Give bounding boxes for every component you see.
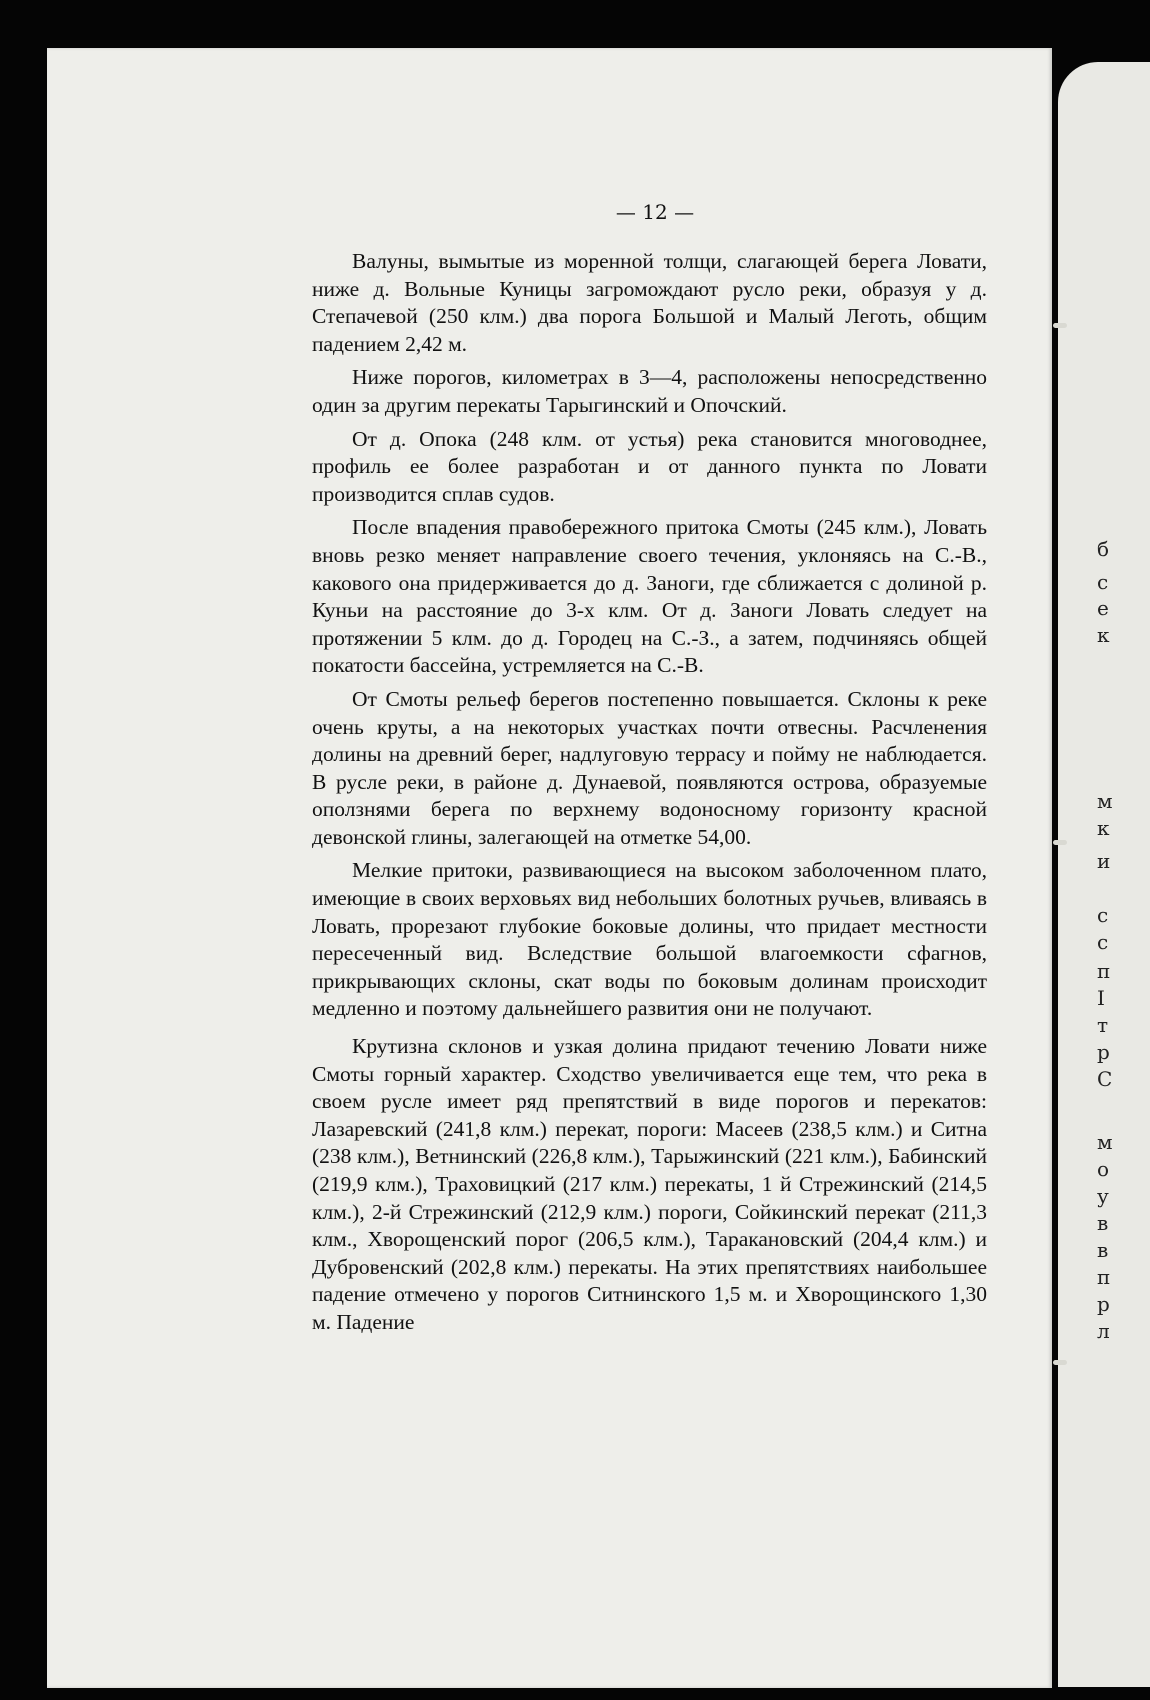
adjacent-page-letters (1097, 0, 1150, 1700)
paragraph: От д. Опока (248 клм. от устья) река становится многоводнее, профиль ее более разработан и от данного пункта по Ловати производится сплав судов. (312, 426, 987, 506)
adjacent-letter: б (1097, 537, 1110, 561)
body-text (312, 248, 987, 1343)
adjacent-letter: I (1097, 986, 1105, 1010)
adjacent-letter: л (1097, 1319, 1110, 1343)
adjacent-letter: п (1097, 959, 1111, 983)
adjacent-letter: р (1097, 1292, 1110, 1316)
adjacent-letter: с (1097, 930, 1109, 954)
adjacent-letter: в (1097, 1211, 1109, 1235)
binding-thread (1053, 1360, 1067, 1365)
adjacent-letter: к (1097, 623, 1110, 647)
paragraph: Крутизна склонов и узкая долина придают течению Ловати ниже Смоты горный характер. Сходство увеличивается еще тем, что река в своем русле имеет ряд препятствий в виде порогов и перекатов: Лазаревский (241,8 клм.) перекат, пороги: Масеев (238,5 клм.) и Ситна (238 клм.), Ветнинский (226,8 клм.), Тарыжинский (221 клм.), Бабинский (219,9 клм.), Траховицкий (217 клм.) перекаты, 1 й Стрежинский (214,5 клм.), 2-й Стрежинский (212,9 клм.) пороги, Сойкинский перекат (211,3 клм., Хворощенский порог (206,5 клм.), Таракановский (204,4 клм.) и Дубровенский (202,8 клм.) перекаты. На этих препятствиях наибольшее падение отмечено у порогов Ситнинского 1,5 м. и Хворощинского 1,30 м. Падение (312, 1034, 987, 1334)
adjacent-letter: р (1097, 1040, 1110, 1064)
paragraph: От Смоты рельеф берегов постепенно повышается. Склоны к реке очень круты, а на некоторых участках почти отвесны. Расчленения долины на древний берег, надлуговую террасу и пойму не наблюдается. В русле реки, в районе д. Дунаевой, появляются острова, образуемые оползнями берега по верхнему водоносному горизонту красной девонской глины, залегающей на отметке 54,00. (312, 686, 987, 849)
adjacent-letter: е (1097, 596, 1109, 620)
adjacent-letter: с (1097, 570, 1109, 594)
paragraph: Мелкие притоки, развивающиеся на высоком заболоченном плато, имеющие в своих верховьях вид небольших болотных ручьев, вливаясь в Ловать, прорезают глубокие боковые долины, что придает местности пересеченный вид. Вследствие большой влагоемкости сфагнов, прикрывающих склоны, скат воды по боковым долинам происходит медленно и поэтому дальнейшего развития они не получают. (312, 858, 987, 1021)
binding-thread (1053, 323, 1067, 328)
adjacent-letter: и (1097, 849, 1111, 873)
adjacent-letter: т (1097, 1013, 1109, 1037)
binding-thread (1053, 840, 1067, 845)
adjacent-letter: п (1097, 1265, 1111, 1289)
adjacent-letter: м (1097, 789, 1113, 813)
paragraph: После впадения правобережного притока Смоты (245 клм.), Ловать вновь резко меняет направление своего течения, уклоняясь на С.-В., какового она придерживается до д. Заноги, где сближается с долиной р. Куньи на расстояние до 3-х клм. От д. Заноги Ловать следует на протяжении 5 клм. до д. Городец на С.-З., а затем, подчиняясь общей покатости бассейна, устремляется на С.-В. (312, 515, 987, 678)
adjacent-letter: о (1097, 1157, 1110, 1181)
paragraph: Ниже порогов, километрах в 3—4, расположены непосредственно один за другим перекаты Тарыгинский и Опочский. (312, 365, 987, 417)
adjacent-letter: с (1097, 903, 1109, 927)
adjacent-letter: м (1097, 1130, 1113, 1154)
adjacent-letter: С (1097, 1067, 1113, 1091)
adjacent-letter: к (1097, 816, 1110, 840)
adjacent-letter: у (1097, 1184, 1109, 1208)
paragraph: Валуны, вымытые из моренной толщи, слагающей берега Ловати, ниже д. Вольные Куницы загромождают русло реки, образуя у д. Степачевой (250 клм.) два порога Большой и Малый Леготь, общим падением 2,42 м. (312, 249, 987, 356)
adjacent-letter: в (1097, 1238, 1109, 1262)
page-number: — 12 — (615, 200, 695, 224)
